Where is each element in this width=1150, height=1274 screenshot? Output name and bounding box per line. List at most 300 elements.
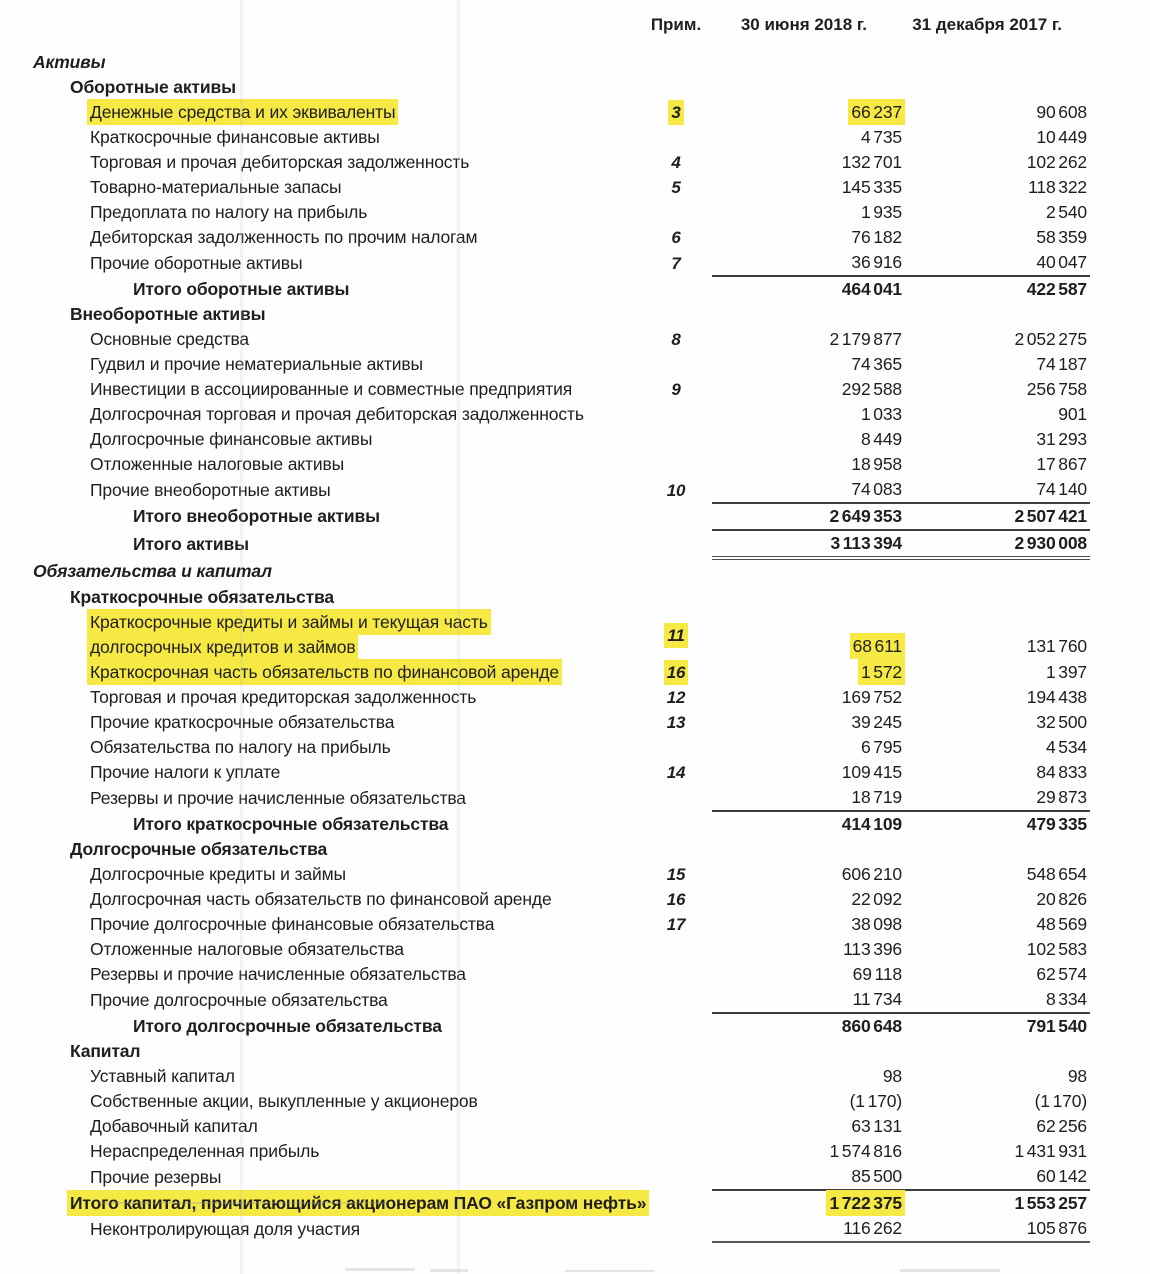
- header-spacer: [0, 0, 640, 50]
- value-2018: 76 182: [851, 227, 902, 247]
- value-2018-cell: [712, 1190, 905, 1216]
- note-cell: [640, 937, 712, 962]
- value-2018: 2 649 353: [829, 506, 902, 526]
- value-2018-cell: [712, 585, 905, 610]
- row-label-cell: [0, 610, 640, 635]
- value-2018-cell: [712, 125, 905, 150]
- row-label: Гудвил и прочие нематериальные активы: [90, 354, 423, 374]
- value-2018: 113 396: [843, 939, 902, 959]
- value-2017-cell: [905, 558, 1090, 585]
- value-2017-cell: [905, 1013, 1090, 1039]
- row-label: Уставный капитал: [90, 1066, 235, 1086]
- value-2018-cell: [712, 660, 905, 685]
- value-2018-cell: [712, 352, 905, 377]
- row-label-cell: [0, 175, 640, 200]
- table-row: [0, 530, 1090, 558]
- row-label-cell: [0, 937, 640, 962]
- value-2018: 6 795: [860, 737, 902, 757]
- note-cell: [640, 150, 712, 175]
- table-row: [0, 887, 1090, 912]
- value-2018: 606 210: [841, 864, 902, 884]
- row-label: Долгосрочная торговая и прочая дебиторская задолженность: [90, 404, 584, 424]
- note-number: 13: [666, 713, 686, 732]
- row-label-cell: [0, 912, 640, 937]
- note-cell: [640, 250, 712, 276]
- value-2018: 145 335: [841, 177, 902, 197]
- row-label: Предоплата по налогу на прибыль: [90, 202, 368, 222]
- value-2017-cell: [905, 250, 1090, 276]
- value-2017: 105 876: [1026, 1218, 1087, 1238]
- value-2018: 8 449: [860, 429, 902, 449]
- value-2018: 292 588: [841, 379, 902, 399]
- value-2017-cell: [905, 352, 1090, 377]
- value-2018-cell: [712, 862, 905, 887]
- value-2017-cell: [905, 735, 1090, 760]
- table-row: [0, 1139, 1090, 1164]
- row-label-cell: [0, 250, 640, 276]
- row-label-cell: [0, 1164, 640, 1190]
- value-2018-cell: [712, 175, 905, 200]
- note-number: 10: [666, 480, 686, 500]
- value-2018-cell: [712, 962, 905, 987]
- value-2017-cell: [905, 125, 1090, 150]
- note-cell: [640, 1013, 712, 1039]
- value-2018: 66 237: [851, 102, 902, 122]
- row-label-cell: [0, 225, 640, 250]
- row-label: Краткосрочные обязательства: [70, 587, 334, 607]
- value-2017: 102 262: [1026, 152, 1087, 172]
- row-label-cell: [0, 685, 640, 710]
- table-row: [0, 862, 1090, 887]
- note-cell: [640, 327, 712, 352]
- row-label: Итого внеоборотные активы: [133, 506, 380, 526]
- value-2017-cell: [905, 1114, 1090, 1139]
- table-row: [0, 477, 1090, 503]
- note-cell: [640, 175, 712, 200]
- row-label: Резервы и прочие начисленные обязательства: [90, 964, 466, 984]
- note-cell: [640, 760, 712, 785]
- value-2017-cell: [905, 987, 1090, 1013]
- table-row: [0, 200, 1090, 225]
- table-row: [0, 1114, 1090, 1139]
- value-2018: 1 033: [860, 404, 902, 424]
- row-label-cell: [0, 352, 640, 377]
- table-row: [0, 837, 1090, 862]
- value-2017: 1 397: [1045, 662, 1087, 682]
- value-2017: 131 760: [1026, 636, 1087, 656]
- note-cell: [640, 1190, 712, 1216]
- note-number: 3: [671, 103, 681, 122]
- row-label: Долгосрочная часть обязательств по финансовой аренде: [90, 889, 552, 909]
- value-2017: 29 873: [1036, 787, 1087, 807]
- note-cell: [640, 477, 712, 503]
- value-2017: 2 540: [1045, 202, 1087, 222]
- value-2017: 40 047: [1036, 252, 1087, 272]
- value-2018-cell: [712, 685, 905, 710]
- row-label: Обязательства по налогу на прибыль: [90, 737, 391, 757]
- row-label: Активы: [33, 52, 106, 72]
- value-2018-cell: [712, 1114, 905, 1139]
- column-header-note: Прим.: [650, 15, 702, 34]
- table-row: [0, 125, 1090, 150]
- value-2017-cell: [905, 402, 1090, 427]
- row-label: Итого краткосрочные обязательства: [133, 813, 449, 834]
- row-label-cell: [0, 660, 640, 685]
- scan-fold-artifact: [457, 0, 460, 1274]
- value-2018: 132 701: [841, 152, 902, 172]
- value-2017-cell: [905, 1064, 1090, 1089]
- value-2018: 74 083: [851, 479, 902, 499]
- value-2017-cell: [905, 200, 1090, 225]
- note-cell: [640, 962, 712, 987]
- note-cell: [640, 735, 712, 760]
- value-2018: 860 648: [841, 1016, 902, 1036]
- value-2017-cell: [905, 912, 1090, 937]
- row-label: Товарно-материальные запасы: [90, 177, 342, 197]
- note-cell: [640, 352, 712, 377]
- row-label-cell: [0, 710, 640, 735]
- value-2018-cell: [712, 250, 905, 276]
- value-2018: 414 109: [841, 814, 902, 834]
- row-label-cell: [0, 635, 640, 660]
- note-cell: [640, 685, 712, 710]
- table-row: [0, 660, 1090, 685]
- value-2017-cell: [905, 1216, 1090, 1242]
- value-2017: 901: [1058, 404, 1087, 424]
- row-label-cell: [0, 760, 640, 785]
- row-label-cell: [0, 75, 640, 100]
- value-2018-cell: [712, 887, 905, 912]
- value-2018: 38 098: [851, 914, 902, 934]
- value-2017-cell: [905, 75, 1090, 100]
- value-2018: 1 722 375: [829, 1193, 902, 1213]
- value-2017-cell: [905, 785, 1090, 811]
- table-row: [0, 75, 1090, 100]
- value-2018-cell: [712, 987, 905, 1013]
- value-2017-cell: [905, 1039, 1090, 1064]
- row-label: Обязательства и капитал: [33, 561, 272, 581]
- note-cell: [640, 100, 712, 125]
- note-cell: [640, 503, 712, 530]
- table-row: [0, 1216, 1090, 1242]
- value-2018-cell: [712, 710, 905, 735]
- note-number: 12: [666, 688, 686, 707]
- value-2018: 22 092: [851, 889, 902, 909]
- value-2018-cell: [712, 558, 905, 585]
- column-header-date-2018: 30 июня 2018 г.: [740, 15, 867, 34]
- note-cell: [640, 402, 712, 427]
- table-row: [0, 1013, 1090, 1039]
- row-label: Торговая и прочая кредиторская задолженность: [90, 687, 477, 707]
- row-label-cell: [0, 862, 640, 887]
- value-2017-cell: [905, 503, 1090, 530]
- note-cell: [640, 610, 712, 660]
- note-number: 15: [666, 865, 686, 884]
- note-cell: [640, 837, 712, 862]
- row-label: Краткосрочные кредиты и займы и текущая часть: [90, 612, 488, 632]
- row-label: Отложенные налоговые обязательства: [90, 939, 404, 959]
- table-row: [0, 710, 1090, 735]
- row-label: Денежные средства и их эквиваленты: [90, 102, 396, 122]
- value-2018: 169 752: [841, 687, 902, 707]
- value-2017-cell: [905, 477, 1090, 503]
- value-2017: 62 256: [1036, 1116, 1087, 1136]
- value-2017-cell: [905, 760, 1090, 785]
- value-2018-cell: [712, 785, 905, 811]
- row-label: Итого оборотные активы: [133, 278, 350, 299]
- note-number: 16: [666, 890, 686, 909]
- note-cell: [640, 125, 712, 150]
- row-label-cell: [0, 837, 640, 862]
- value-2017: 479 335: [1026, 814, 1087, 834]
- value-2018-cell: [712, 1139, 905, 1164]
- row-label: Собственные акции, выкупленные у акционеров: [90, 1091, 478, 1111]
- row-label: Дебиторская задолженность по прочим налогам: [90, 227, 478, 247]
- value-2017-cell: [905, 276, 1090, 302]
- note-cell: [640, 276, 712, 302]
- value-2018: 116 262: [843, 1218, 902, 1238]
- value-2017: 102 583: [1026, 939, 1087, 959]
- table-row: [0, 302, 1090, 327]
- table-row: [0, 427, 1090, 452]
- table-row: [0, 735, 1090, 760]
- row-label: Оборотные активы: [70, 77, 236, 97]
- table-row: [0, 377, 1090, 402]
- value-2017: 194 438: [1026, 687, 1087, 707]
- value-2017: 2 052 275: [1014, 329, 1087, 349]
- value-2018-cell: [712, 610, 905, 660]
- row-label: Итого капитал, причитающийся акционерам ПАО «Газпром нефть»: [70, 1192, 647, 1213]
- row-label: Нераспределенная прибыль: [90, 1141, 320, 1161]
- value-2017-cell: [905, 1190, 1090, 1216]
- row-label-cell: [0, 125, 640, 150]
- value-2017-cell: [905, 377, 1090, 402]
- row-label-cell: [0, 50, 640, 75]
- table-row: [0, 100, 1090, 125]
- value-2017-cell: [905, 837, 1090, 862]
- column-header-date-2017: 31 декабря 2017 г.: [912, 15, 1062, 34]
- table-row: [0, 150, 1090, 175]
- note-cell: [640, 75, 712, 100]
- value-2017: 4 534: [1045, 737, 1087, 757]
- row-label-cell: [0, 1216, 640, 1242]
- value-2017-cell: [905, 887, 1090, 912]
- value-2018: 3 113 394: [830, 533, 902, 553]
- value-2018: 85 500: [851, 1166, 902, 1186]
- row-label-cell: [0, 785, 640, 811]
- table-row: [0, 811, 1090, 837]
- note-cell: [640, 1089, 712, 1114]
- row-label-cell: [0, 1013, 640, 1039]
- row-label: Прочие внеоборотные активы: [90, 479, 331, 500]
- table-row: [0, 1039, 1090, 1064]
- row-label-cell: [0, 1039, 640, 1064]
- value-2017: 31 293: [1036, 429, 1087, 449]
- row-label: Прочие долгосрочные обязательства: [90, 989, 388, 1010]
- note-number: 14: [666, 763, 686, 782]
- note-cell: [640, 1039, 712, 1064]
- value-2018-cell: [712, 1013, 905, 1039]
- row-label-cell: [0, 402, 640, 427]
- value-2018-cell: [712, 1039, 905, 1064]
- value-2018-cell: [712, 150, 905, 175]
- note-cell: [640, 887, 712, 912]
- table-row: [0, 937, 1090, 962]
- row-label: Торговая и прочая дебиторская задолженность: [90, 152, 470, 172]
- note-number: 17: [666, 915, 686, 934]
- value-2017-cell: [905, 585, 1090, 610]
- row-label: Прочие краткосрочные обязательства: [90, 712, 395, 732]
- row-label: Прочие резервы: [90, 1166, 222, 1187]
- row-label: долгосрочных кредитов и займов: [90, 637, 356, 657]
- value-2018-cell: [712, 937, 905, 962]
- value-2018: 11 734: [852, 989, 902, 1009]
- note-cell: [640, 660, 712, 685]
- value-2017: 74 187: [1036, 354, 1087, 374]
- row-label-cell: [0, 150, 640, 175]
- value-2018-cell: [712, 735, 905, 760]
- row-label: Долгосрочные кредиты и займы: [90, 864, 346, 884]
- row-label: Прочие долгосрочные финансовые обязательства: [90, 914, 495, 934]
- table-row: [0, 912, 1090, 937]
- note-cell: [640, 785, 712, 811]
- scan-bleed-artifact: [97, 1202, 387, 1204]
- note-cell: [640, 377, 712, 402]
- note-cell: [640, 912, 712, 937]
- note-number: 7: [671, 253, 681, 273]
- row-label: Прочие оборотные активы: [90, 252, 303, 273]
- value-2018-cell: [712, 760, 905, 785]
- note-number: 5: [671, 178, 681, 197]
- value-2018-cell: [712, 1089, 905, 1114]
- value-2017-cell: [905, 811, 1090, 837]
- table-row: [0, 1164, 1090, 1190]
- value-2018-cell: [712, 302, 905, 327]
- row-label-cell: [0, 987, 640, 1013]
- note-number: 6: [671, 228, 681, 247]
- note-cell: [640, 558, 712, 585]
- value-2017-cell: [905, 710, 1090, 735]
- value-2018-cell: [712, 225, 905, 250]
- value-2018-cell: [712, 327, 905, 352]
- value-2018-cell: [712, 530, 905, 558]
- row-label: Инвестиции в ассоциированные и совместные предприятия: [90, 379, 573, 399]
- cutoff-text-artifact: [900, 1269, 1000, 1272]
- value-2018-cell: [712, 811, 905, 837]
- value-2017: 1 431 931: [1014, 1141, 1087, 1161]
- value-2018: 98: [882, 1066, 902, 1086]
- value-2017-cell: [905, 1139, 1090, 1164]
- row-label: Отложенные налоговые активы: [90, 454, 345, 474]
- value-2017: 48 569: [1036, 914, 1087, 934]
- value-2018-cell: [712, 1064, 905, 1089]
- note-number: 9: [671, 380, 681, 399]
- row-label-cell: [0, 327, 640, 352]
- value-2018: 36 916: [851, 252, 902, 272]
- table-row: [0, 1064, 1090, 1089]
- value-2017: 791 540: [1026, 1016, 1087, 1036]
- value-2018-cell: [712, 837, 905, 862]
- value-2018: (1 170): [849, 1091, 902, 1111]
- value-2017: 98: [1067, 1066, 1087, 1086]
- value-2017-cell: [905, 100, 1090, 125]
- value-2017: 17 867: [1036, 454, 1087, 474]
- value-2017: (1 170): [1034, 1091, 1087, 1111]
- value-2018-cell: [712, 1216, 905, 1242]
- row-label-cell: [0, 100, 640, 125]
- value-2017: 8 334: [1045, 989, 1087, 1009]
- note-cell: [640, 530, 712, 558]
- value-2017: 10 449: [1036, 127, 1087, 147]
- row-label: Долгосрочные финансовые активы: [90, 429, 373, 449]
- cutoff-text-artifact: [345, 1268, 415, 1271]
- row-label: Неконтролирующая доля участия: [90, 1218, 360, 1239]
- table-row: [0, 276, 1090, 302]
- table-row: [0, 327, 1090, 352]
- value-2018-cell: [712, 200, 905, 225]
- value-2018: 1 572: [860, 662, 902, 682]
- value-2018: 109 415: [841, 762, 902, 782]
- row-label: Внеоборотные активы: [70, 304, 266, 324]
- table-row: [0, 685, 1090, 710]
- row-label: Краткосрочная часть обязательств по финансовой аренде: [90, 662, 559, 682]
- value-2018: 74 365: [851, 354, 902, 374]
- value-2017: 422 587: [1026, 279, 1087, 299]
- value-2018: 39 245: [851, 712, 902, 732]
- note-cell: [640, 987, 712, 1013]
- table-row: [0, 50, 1090, 75]
- value-2018: 63 131: [851, 1116, 902, 1136]
- value-2018: 18 958: [851, 454, 902, 474]
- table-row: [0, 452, 1090, 477]
- value-2017-cell: [905, 175, 1090, 200]
- value-2017: 1 553 257: [1014, 1193, 1087, 1213]
- row-label-cell: [0, 477, 640, 503]
- value-2018: 1 574 816: [829, 1141, 902, 1161]
- value-2017-cell: [905, 660, 1090, 685]
- value-2017-cell: [905, 427, 1090, 452]
- value-2017: 90 608: [1036, 102, 1087, 122]
- row-label-cell: [0, 1139, 640, 1164]
- value-2018: 464 041: [841, 279, 902, 299]
- row-label: Долгосрочные обязательства: [70, 839, 328, 859]
- row-label: Итого активы: [133, 533, 249, 554]
- value-2017-cell: [905, 530, 1090, 558]
- table-row: [0, 585, 1090, 610]
- row-label-cell: [0, 962, 640, 987]
- row-label: Итого долгосрочные обязательства: [133, 1015, 442, 1036]
- row-label-cell: [0, 377, 640, 402]
- row-label-cell: [0, 1064, 640, 1089]
- table-body: [0, 50, 1090, 1242]
- value-2018: 68 611: [852, 636, 902, 656]
- note-cell: [640, 225, 712, 250]
- note-cell: [640, 862, 712, 887]
- note-cell: [640, 585, 712, 610]
- value-2017: 58 359: [1036, 227, 1087, 247]
- header-row: [0, 0, 1090, 50]
- value-2017-cell: [905, 937, 1090, 962]
- note-cell: [640, 200, 712, 225]
- note-cell: [640, 811, 712, 837]
- note-cell: [640, 452, 712, 477]
- row-label-cell: [0, 452, 640, 477]
- value-2017-cell: [905, 302, 1090, 327]
- row-label-cell: [0, 503, 640, 530]
- note-number: 16: [666, 663, 686, 682]
- note-number: 8: [671, 330, 681, 349]
- table-row: [0, 175, 1090, 200]
